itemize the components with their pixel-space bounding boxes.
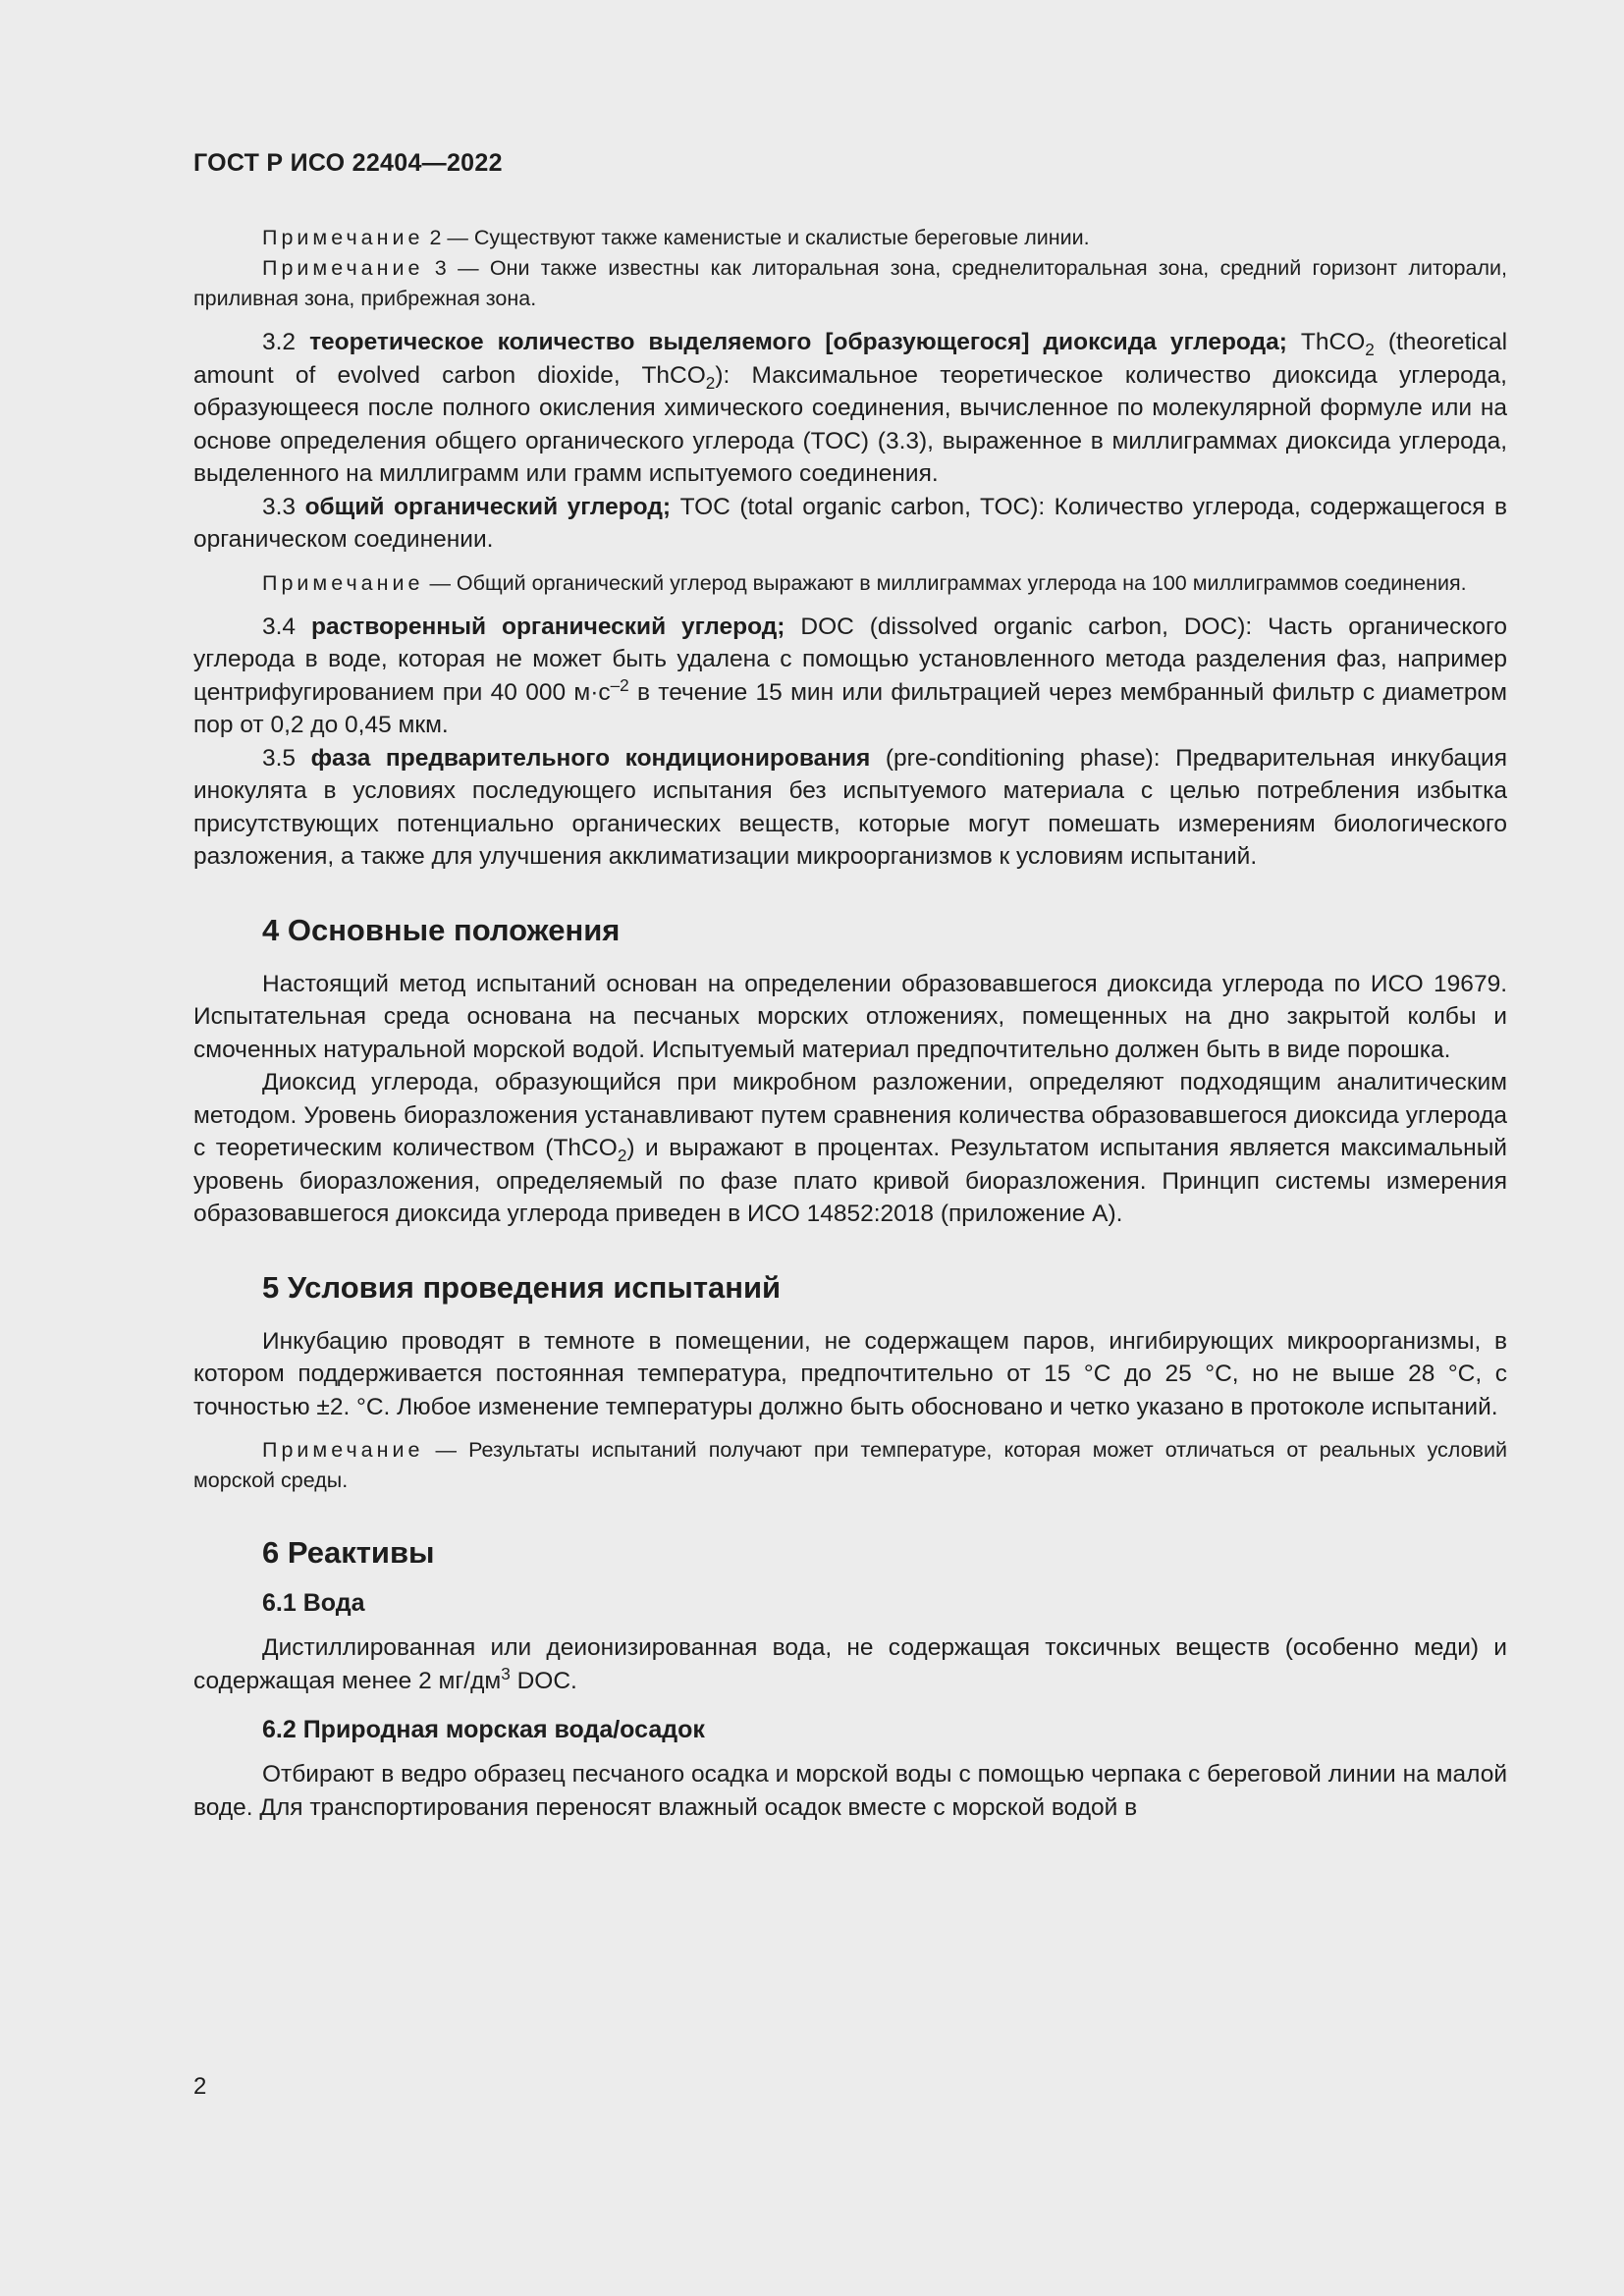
- section-4-paragraph-2: Диоксид углерода, образующийся при микробном разложении, определяют подходящим аналитическим методом. Уровень биоразложения устанавливают путем сравнения количества образовавшегося диоксида углерода с теоретическим количеством (ThCO$_2$) и выражают в процентах. Результатом испытания является максимальный уровень биоразложения, определяемый по фазе плато кривой биоразложения. Принцип системы измерения образовавшегося диоксида углерода приведен в ИСО 14852:2018 (приложение А).: [193, 1069, 1507, 1227]
- note-label: Примечание: [262, 570, 424, 595]
- term-number: 3.2: [262, 329, 297, 355]
- section-6-heading: 6 Реактивы: [262, 1535, 435, 1570]
- term-number: 3.5: [262, 744, 297, 772]
- term-title: растворенный органический углерод;: [310, 613, 785, 640]
- term-english-sub: 2: [705, 372, 716, 393]
- subsection-6-1-heading: 6.1 Вода: [262, 1589, 365, 1617]
- term-number: 3.4: [262, 613, 297, 640]
- term-definition-sup: –2: [610, 674, 629, 695]
- subsection-6-2-heading: 6.2 Природная морская вода/осадок: [262, 1716, 705, 1743]
- note-section-5: [193, 1435, 1507, 1496]
- note-label: Примечание: [262, 256, 424, 280]
- subsection-6-1-paragraph: Дистиллированная или деионизированная вода, не содержащая токсичных веществ (особенно меди) и содержащая менее 2 $мг/дм^3$ DOC.: [193, 1634, 1507, 1694]
- term-3-2: [193, 326, 1507, 491]
- section-5-heading: 5 Условия проведения испытаний: [262, 1269, 782, 1305]
- note-text: — Общий органический углерод выражают в миллиграммах углерода на 100 миллиграммов соединения.: [429, 570, 1467, 595]
- term-definition: (pre-conditioning phase): Предварительная инкубация инокулята в условиях последующего испытания без испытуемого материала с целью потребления избытка присутствующих потенциально органических веществ, которые могут помешать измерениям биологического разложения, а также для улучшения акклиматизации микроорганизмов к условиям испытаний.: [193, 744, 1507, 870]
- note-number: 3: [434, 256, 447, 280]
- term-definition: DOC (dissolved organic carbon, DOC): Часть органического углерода в воде, которая не может быть удалена с помощью установленного метода разделения фаз, например центрифугированием при 40 000 м·с: [193, 613, 1508, 706]
- term-3-5: [193, 742, 1507, 874]
- note-label: Примечание: [262, 226, 424, 249]
- term-3-3: [193, 491, 1507, 557]
- term-definition: ): Максимальное теоретическое количество диоксида углерода, образующееся после полного окисления химического соединения, вычисленное по молекулярной формуле или на основе определения общего органического углерода (TOC) (3.3), выраженное в миллиграммах диоксида углерода, выделенного на миллиграмм или грамм испытуемого соединения.: [193, 361, 1507, 487]
- term-title: теоретическое количество выделяемого [образующегося] диоксида углерода;: [309, 329, 1287, 355]
- term-title: фаза предварительного кондиционирования: [310, 744, 871, 772]
- term-english: (theoretical amount of evolved carbon dioxide, ThCO: [193, 329, 1508, 389]
- note-label: Примечание: [262, 1438, 424, 1462]
- document-body: [193, 223, 1507, 1824]
- note-text: — Существуют также каменистые и скалистые береговые линии.: [447, 226, 1090, 249]
- term-definition: TOC (total organic carbon, TOC): Количество углерода, содержащегося в органическом соединении.: [193, 493, 1508, 553]
- note-3: [193, 253, 1507, 314]
- section-5-paragraph: Инкубацию проводят в темноте в помещении, не содержащем паров, ингибирующих микроорганизмы, в котором поддерживается постоянная температура, предпочтительно от 15 °C до 25 °C, но не выше 28 °C, с точностью ±2. °C. Любое изменение температуры должно быть обосновано и четко указано в протоколе испытаний.: [193, 1327, 1507, 1420]
- term-number: 3.3: [262, 493, 297, 520]
- note-text: — Результаты испытаний получают при температуре, которая может отличаться от реальных условий морской среды.: [193, 1438, 1507, 1492]
- section-4-paragraph-1: Настоящий метод испытаний основан на определении образовавшегося диоксида углерода по ИСО 19679. Испытательная среда основана на песчаных морских отложениях, помещенных на дно закрытой колбы и смоченных натуральной морской водой. Испытуемый материал предпочтительно должен быть в виде порошка.: [193, 970, 1507, 1063]
- note-text: — Они также известны как литоральная зона, среднелиторальная зона, средний горизонт литорали, приливная зона, прибрежная зона.: [193, 256, 1508, 310]
- section-4-heading: 4 Основные положения: [262, 912, 621, 947]
- subsection-6-2-paragraph: Отбирают в ведро образец песчаного осадка и морской воды с помощью черпака с береговой линии на малой воде. Для транспортирования переносят влажный осадок вместе с морской водой в: [193, 1761, 1507, 1821]
- note-number: 2: [429, 226, 442, 249]
- term-definition-end: в течение 15 мин или фильтрацией через мембранный фильтр с диаметром пор от 0,2 до 0,45 мкм.: [193, 678, 1507, 738]
- document-header: ГОСТ Р ИСО 22404—2022: [193, 149, 503, 177]
- term-abbr: ThCO$_2$: [1300, 329, 1375, 359]
- note-2: [193, 223, 1507, 253]
- note-term-3-3: [193, 568, 1507, 599]
- term-3-4: [193, 611, 1507, 742]
- page-number: 2: [193, 2073, 207, 2100]
- term-title: общий органический углерод;: [304, 493, 672, 520]
